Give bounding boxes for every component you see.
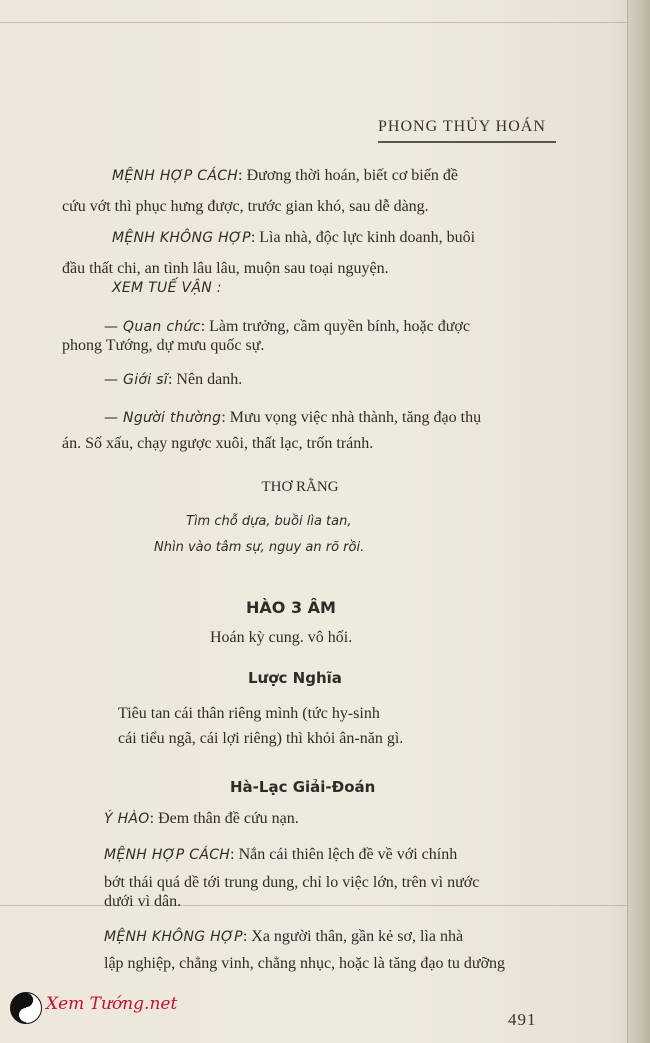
- text-line: Ý HÀO: Đem thân đề cứu nạn.: [104, 810, 299, 827]
- text-line: đầu thất chi, an tình lâu lâu, muộn sau toại nguyện.: [62, 260, 389, 277]
- term: MỆNH HỢP CÁCH: [104, 847, 231, 863]
- term: XEM TUẾ VẬN :: [112, 280, 222, 296]
- text-line: bớt thái quá dề tới trung dung, chỉ lo việc lớn, trên vì nước: [104, 874, 480, 891]
- yin-yang-icon: [10, 992, 42, 1024]
- text-line: — Người thường: Mưu vọng việc nhà thành, tăng đạo thụ: [104, 409, 482, 426]
- crease-line: [0, 22, 628, 23]
- poem-title: THƠ RẰNG: [261, 479, 339, 495]
- text-line: MỆNH HỢP CÁCH: Nắn cái thiên lệch đề về với chính: [104, 846, 458, 863]
- term: — Giới sĩ: [104, 372, 168, 388]
- term: — Người thường: [104, 410, 222, 426]
- subsection-title: Lược Nghĩa: [248, 669, 342, 687]
- crease-line: [0, 905, 628, 906]
- text-line: MỆNH HỢP CÁCH: Đương thời hoán, biết cơ biến đề: [112, 167, 458, 184]
- text-line: MỆNH KHÔNG HỢP: Xa người thân, gần kẻ sơ, lìa nhà: [104, 928, 464, 945]
- text-line: lập nghiệp, chẳng vinh, chẳng nhục, hoặc là tăng đạo tu dưỡng: [104, 955, 506, 972]
- text-line: cứu vớt thì phục hưng được, trước gian khó, sau dễ dàng.: [62, 198, 429, 215]
- text-line: — Quan chức: Làm trưởng, cầm quyền bính, hoặc được: [104, 318, 470, 335]
- term: MỆNH KHÔNG HỢP: [112, 230, 251, 246]
- term: MỆNH KHÔNG HỢP: [104, 929, 243, 945]
- section-title: HÀO 3 ÂM: [246, 598, 336, 617]
- text-line: Tiêu tan cái thân riêng mình (tức hy-sinh: [118, 705, 380, 722]
- text-line: phong Tướng, dự mưu quốc sự.: [62, 337, 265, 354]
- text-line: — Giới sĩ: Nên danh.: [104, 371, 243, 388]
- poem-line: Tìm chỗ dựa, buồi lìa tan,: [186, 514, 352, 529]
- subsection-title: Hà-Lạc Giải-Đoán: [230, 778, 376, 796]
- running-head-rule: [378, 141, 556, 143]
- text-line: dưới vì dân.: [104, 893, 182, 910]
- logo-text: Xem Tướng.net: [46, 994, 178, 1014]
- poem-line: Nhìn vào tâm sự, nguy an rõ rồi.: [154, 540, 365, 555]
- term: Ý HÀO: [104, 811, 150, 827]
- text-line: án. Số xấu, chạy ngược xuôi, thất lạc, trốn tránh.: [62, 435, 374, 452]
- text-line: [112, 272, 222, 304]
- page-edge: [627, 0, 650, 1043]
- term: — Quan chức: [104, 319, 201, 335]
- text-line: MỆNH KHÔNG HỢP: Lìa nhà, độc lực kinh doanh, buôi: [112, 229, 476, 246]
- section-subtitle: Hoán kỳ cung. vô hối.: [210, 629, 353, 646]
- text-line: cái tiểu ngã, cái lợi riêng) thì khỏi ân-năn gì.: [118, 730, 404, 747]
- site-logo[interactable]: [10, 990, 180, 1024]
- running-head: PHONG THỦY HOÁN: [378, 118, 546, 135]
- page-number: 491: [508, 1010, 537, 1029]
- term: MỆNH HỢP CÁCH: [112, 168, 239, 184]
